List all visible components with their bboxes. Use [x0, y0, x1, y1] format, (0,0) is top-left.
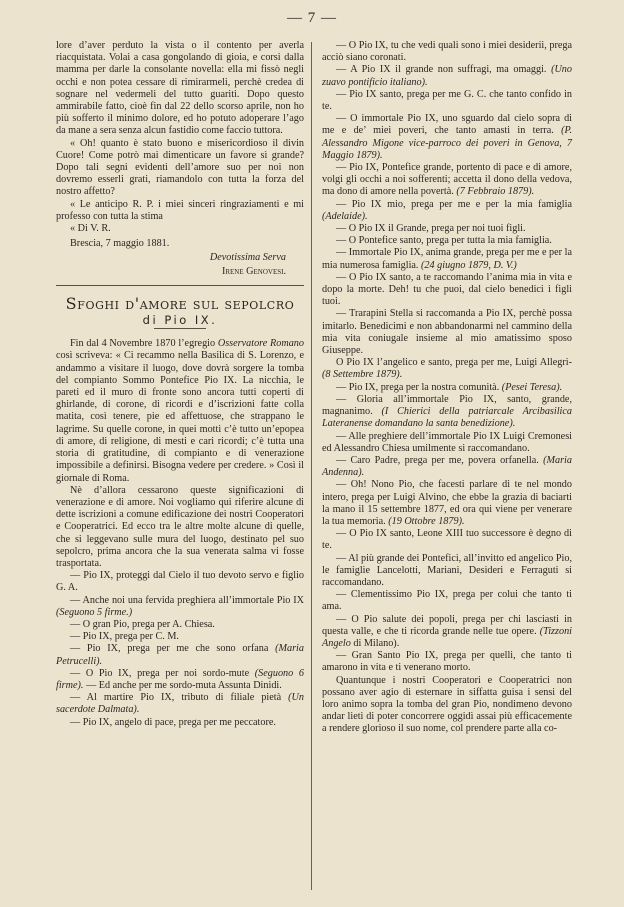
paragraph-text: Nè d’allora cessarono queste significazioni di venerazione e di amore. Noi vogliamo qui riferire alcune di dette iscrizioni a comune edificazione dei nostri Cooperatori e Cooperatrici. Ed ecco tra le altre molte alcune di quelle, che si leggevano sulle mura del luogo, destinato pel suo sepolcro, prima ancora che la sua venerata salma vi fosse trasportata. — [56, 484, 304, 569]
paragraph-text: Fin dal 4 Novembre 1870 l’egregio — [70, 338, 218, 350]
paragraph-italic: (Maria Andenna). — [322, 454, 572, 479]
article-body-left — [56, 338, 304, 729]
title-underline — [154, 328, 206, 329]
paragraph-text: — Pio IX, Pontefice grande, portento di pace e di amore, volgi gli occhi a noi sofferenti; accetta il dono della vedova, ma dono di amore nella povertà. — [322, 162, 572, 198]
paragraph — [322, 162, 572, 199]
paragraph — [56, 717, 304, 729]
page-number: — 7 — — [287, 10, 337, 26]
letter-signature-name: Irene Genovesi. — [221, 265, 286, 277]
paragraph — [322, 113, 572, 162]
paragraph-text: — Pio IX santo, prega per me G. C. che tanto confido in te. — [322, 88, 572, 113]
paragraph-italic: (I Chierici della patriarcale Arcibasilica Lateranense domandano la santa benedizione). — [322, 406, 572, 430]
article-body-right — [322, 40, 572, 736]
paragraph — [322, 64, 572, 88]
paragraph-text: — O gran Pio, prega per A. Chiesa. — [70, 618, 215, 630]
paragraph-text: — O Pio IX santo, Leone XIII tuo successore è degno di te. — [322, 528, 572, 552]
paragraph — [322, 528, 572, 552]
paragraph-text: — Gloria all’immortale Pio IX, santo, grande, magnanimo. — [322, 393, 572, 418]
left-column — [56, 40, 304, 729]
paragraph — [322, 431, 572, 455]
paragraph — [322, 308, 572, 357]
paragraph — [322, 553, 572, 590]
paragraph-text: — Pio IX mio, prega per me e per la mia famiglia — [336, 198, 572, 210]
paragraph — [56, 643, 304, 667]
paragraph-text: — O Pio IX santo, a te raccomando l’anima mia in vita e dopo la morte. Deh! tu che puoi, dal cielo benedici i figli tuoi. — [322, 271, 572, 308]
paragraph — [322, 394, 572, 431]
paragraph-italic: (Pesei Teresa). — [501, 381, 563, 393]
paragraph-text-continued: di Milano). — [350, 637, 400, 649]
paragraph-text: — Pio IX, proteggi dal Cielo il tuo devoto servo e figlio G. A. — [56, 570, 304, 594]
intro-paragraph-4: « Di V. R. — [70, 223, 111, 235]
paragraph-text: — Pio IX, angelo di pace, prega per me peccatore. — [70, 716, 276, 728]
letter-date: Brescia, 7 maggio 1881. — [70, 238, 170, 250]
paragraph-text: — Al martire Pio IX, tributo di filiale pietà — [70, 692, 289, 704]
right-column — [322, 40, 572, 736]
paragraph-italic: (Uno zuavo pontificio italiano). — [322, 64, 572, 88]
paragraph-text: — O Pio IX il Grande, prega per noi tuoi figli. — [336, 223, 526, 235]
paragraph-italic: (8 Settembre 1879). — [322, 369, 403, 381]
article-subtitle: di Pio IX. — [142, 313, 218, 328]
paragraph — [322, 382, 572, 394]
paragraph — [322, 479, 572, 528]
paragraph-text: — A Pio IX il grande non suffragi, ma omaggi. — [336, 64, 552, 76]
paragraph-italic: Osservatore Romano — [217, 338, 304, 350]
paragraph-text: — Pio IX, prega per la nostra comunità. — [336, 381, 502, 393]
paragraph-text: — Gran Santo Pio IX, prega per quelli, che tanto ti amarono in vita e ti venerano morto. — [322, 650, 572, 674]
paragraph-text: — Alle preghiere dell’immortale Pio IX Luigi Cremonesi ed Alessandro Chiesa umilmente si raccomandano. — [322, 430, 572, 454]
paragraph-text: — O Pio IX, prega per noi sordo-mute — [70, 667, 255, 679]
paragraph — [322, 272, 572, 309]
column-divider — [311, 42, 312, 890]
paragraph-text: — Oh! Nono Pio, che facesti parlare di te nel mondo intero, prega per Luigi Alvino, che ebbe la grazia di baciarti la mano il 15 settembre 1877, ed ora qui viene per venerare la tua memoria. — [322, 479, 572, 527]
paragraph-italic: (Seguono 6 firme). — [56, 667, 304, 691]
section-divider — [56, 285, 304, 286]
paragraph-text: — Al più grande dei Pontefici, all’invitto ed angelico Pio, le famiglie Lancelotti, Mariani, Desideri e Ferraguti si raccomandano. — [322, 552, 572, 588]
paragraph — [56, 338, 304, 484]
paragraph-italic: (Seguono 5 firme.) — [56, 606, 133, 618]
paragraph-text: — O Pio salute dei popoli, prega per chi lasciasti in questa valle, e che ti ricorda grande nelle tue opere. — [322, 613, 572, 637]
paragraph-italic: (Tizzoni Angelo — [322, 625, 572, 649]
paragraph — [322, 614, 572, 651]
paragraph-text-continued: — Ed anche per me sordo-muta Assunta Dinidi. — [83, 679, 282, 691]
paragraph-text: — O immortale Pio IX, uno sguardo dal cielo sopra di me e de’ miei poveri, che tanto amasti in terra. — [322, 113, 572, 137]
paragraph-text: — Trarapini Stella si raccomanda a Pio IX, perchè possa imitarlo. Benedicimi e non abbandonarmi nel cammino della mia vita coniugale insieme al mio amatissimo sposo Giuseppe. — [322, 308, 572, 357]
paragraph — [322, 89, 572, 113]
paragraph — [322, 357, 572, 381]
paragraph-italic: (Maria Petrucelli). — [56, 643, 304, 667]
paragraph-text-continued: così scriveva: « Ci recammo nella Basilica di S. Lorenzo, e andammo a visitare il luogo, dove dovrà sorgere la tomba del compianto Sommo Pontefice Pio IX. La nicchia, le pareti ed il muro di fronte sono ancora tutti coperti di ghirlande, di corone, di ricordi e d’iscrizioni fatte colla matita, così tenere, pie ed affettuose, che strappano le lagrime. Su quelle corone, in quei motti c’è tutto un’epopea di amore, di religione, di mesti e cari ricordi; c’è tutta una storia di gratitudine, di compianto e di venerazione impossibile a definirsi. Bisogna vedere per credere. » Così il giornale di Roma. — [56, 350, 304, 484]
paragraph-text: — O Pontefice santo, prega per tutta la mia famiglia. — [336, 235, 552, 247]
article-title: Sfoghi d'amore sul sepolcro — [65, 293, 295, 313]
paragraph — [322, 589, 572, 613]
paragraph — [56, 485, 304, 570]
paragraph-text: — Anche noi una fervida preghiera all’immortale Pio IX — [70, 594, 304, 606]
intro-paragraph-3: « Le anticipo R. P. i miei sinceri ringraziamenti e mi professo con tutta la stima — [56, 198, 304, 222]
paragraph-italic: (24 giugno 1879, D. V.) — [421, 259, 517, 271]
paragraph-text: — Pio IX, prega per me che sono orfana — [70, 643, 276, 655]
paragraph — [56, 631, 304, 643]
paragraph — [322, 223, 572, 235]
paragraph-italic: (7 Febbraio 1879). — [456, 186, 535, 198]
paragraph — [322, 40, 572, 64]
letter-signature: Devotissima Serva — [209, 252, 286, 264]
paragraph — [56, 668, 304, 692]
paragraph — [56, 570, 304, 594]
paragraph — [322, 455, 572, 479]
intro-paragraph-1: lore d’aver perduto la vista o il contento per averla riacquistata. Volai a casa gongolando di gioia, e corsi dalla mamma per darle la consolante novella: ella mi fissò negli occhi e non potea cessare di rimirarmeli, perchè credea di sognare nel vedermeli del tutto guariti. Dopo questo ammirabile fatto, cioè fin dal 22 dello scorso aprile, non ho più sofferto il minimo dolore, ed ho potuto adoperare l’ago da mane a sera senza alcun fastidio come faccio tuttora. — [56, 40, 304, 137]
paragraph — [322, 675, 572, 736]
paragraph — [56, 692, 304, 716]
paragraph — [322, 199, 572, 223]
paragraph — [56, 595, 304, 619]
paragraph-italic: (Un sacerdote Dalmata). — [56, 692, 304, 716]
intro-paragraph-2: « Oh! quanto è stato buono e misericordioso il divin Cuore! Come potrò mai dimenticare un favore sì grande? Dopo tali segni evidenti dell’amore suo per noi non dovremo esserli grati, riamandolo con tutta la forza del nostro affetto? — [56, 137, 304, 198]
paragraph-italic: (Adelaide). — [322, 210, 368, 222]
paragraph-text: — Caro Padre, prega per me, povera orfanella. — [336, 454, 544, 466]
paragraph — [322, 235, 572, 247]
paragraph — [322, 247, 572, 271]
paragraph — [56, 619, 304, 631]
paragraph-text: Quantunque i nostri Cooperatori e Cooperatrici non possano aver agio di esternare in siffatta guisa i sensi del loro animo sopra la tomba del gran Pio, nondimeno devono andar lieti di poter concorrere oggidì assai più efficacemente a rendere glorioso il suo nome, col prendere parte alla co- — [322, 674, 572, 735]
paragraph-text: O Pio IX l’angelico e santo, prega per me, Luigi Allegri- — [336, 357, 572, 369]
paragraph-text: — Pio IX, prega per C. M. — [70, 631, 179, 643]
paragraph-italic: (P. Alessandro Migone vice-parroco dei poveri in Genova, 7 Maggio 1879). — [322, 125, 572, 161]
paragraph-text: — Immortale Pio IX, anima grande, prega per me e per la mia numerosa famiglia. — [322, 247, 572, 271]
paragraph-text: — O Pio IX, tu che vedi quali sono i miei desiderii, prega acciò siano coronati. — [322, 40, 572, 64]
paragraph-italic: (19 Ottobre 1879). — [388, 515, 465, 527]
paragraph-text: — Clementissimo Pio IX, prega per colui che tanto ti ama. — [322, 589, 572, 613]
paragraph — [322, 650, 572, 674]
